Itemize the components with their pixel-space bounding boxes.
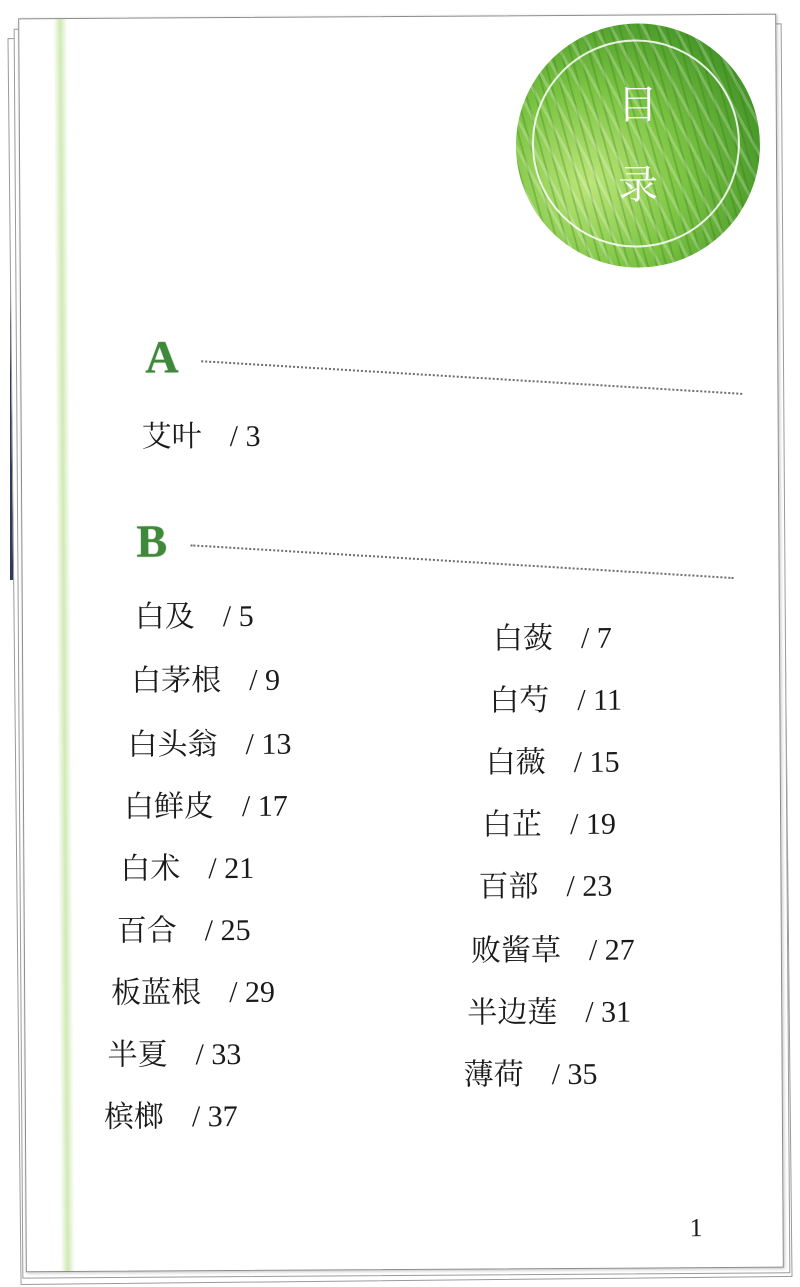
- entry-page: / 27: [588, 933, 635, 967]
- entry-name: 半夏: [107, 1037, 168, 1073]
- toc-entry[interactable]: [482, 807, 617, 843]
- toc-entry[interactable]: [116, 913, 251, 949]
- entry-page: / 29: [229, 975, 276, 1010]
- entry-page: / 31: [585, 995, 632, 1029]
- entry-name: 白蔹: [492, 621, 554, 657]
- entry-name: 白及: [134, 599, 195, 635]
- toc-entry[interactable]: [120, 851, 255, 887]
- toc-entry[interactable]: [470, 933, 635, 969]
- entry-page: / 13: [245, 727, 292, 761]
- toc-title-char: 目: [617, 82, 658, 129]
- entry-name: 白芍: [489, 683, 550, 719]
- entry-page: / 9: [249, 663, 281, 697]
- entry-page: / 17: [241, 789, 288, 823]
- toc-entry[interactable]: [489, 683, 623, 719]
- entry-page: / 37: [191, 1100, 238, 1134]
- emblem-ring: [531, 39, 740, 248]
- page-number: 1: [689, 1213, 703, 1243]
- toc-entry[interactable]: [127, 727, 292, 763]
- entry-name: 薄荷: [463, 1057, 524, 1093]
- entry-name: 白茅根: [131, 663, 222, 699]
- entry-page: / 35: [551, 1057, 598, 1092]
- section-divider-dots: [201, 360, 742, 395]
- toc-entry[interactable]: [123, 789, 288, 825]
- section-divider-dots: [190, 544, 733, 579]
- book-page: [18, 14, 784, 1273]
- toc-entry[interactable]: [134, 599, 254, 635]
- entry-name: 败酱草: [470, 933, 561, 969]
- toc-entry[interactable]: [478, 869, 613, 905]
- toc-entry[interactable]: [492, 621, 612, 657]
- toc-entry[interactable]: [463, 1057, 598, 1093]
- toc-entry[interactable]: [485, 745, 620, 781]
- entry-name: 白头翁: [127, 727, 218, 763]
- section-letter-b: B: [136, 515, 168, 567]
- entry-page: / 21: [208, 851, 255, 886]
- entry-page: / 7: [580, 621, 612, 655]
- entry-name: 槟榔: [103, 1099, 164, 1135]
- toc-entry[interactable]: [103, 1099, 238, 1135]
- entry-name: 半边莲: [467, 995, 558, 1031]
- toc-entry[interactable]: [141, 419, 261, 455]
- page-spine-tint: [53, 19, 75, 1271]
- entry-page: / 25: [204, 913, 251, 948]
- toc-title-emblem: [515, 23, 760, 268]
- entry-name: 艾叶: [141, 419, 202, 455]
- toc-entry[interactable]: [111, 975, 276, 1011]
- entry-name: 百合: [116, 913, 177, 949]
- entry-name: 板蓝根: [111, 975, 202, 1011]
- entry-page: / 15: [573, 745, 620, 779]
- toc-title-char: 录: [618, 162, 659, 209]
- entry-name: 白术: [120, 851, 181, 887]
- entry-name: 白薇: [485, 745, 546, 781]
- toc-entry[interactable]: [107, 1037, 242, 1073]
- entry-page: / 3: [229, 419, 261, 454]
- entry-name: 白芷: [482, 807, 543, 843]
- entry-page: / 23: [566, 869, 613, 903]
- entry-page: / 11: [577, 683, 623, 717]
- entry-page: / 33: [195, 1037, 242, 1072]
- entry-page: / 19: [570, 807, 617, 841]
- toc-entry[interactable]: [131, 663, 281, 699]
- toc-entry[interactable]: [467, 995, 632, 1031]
- entry-name: 百部: [478, 869, 539, 905]
- entry-page: / 5: [222, 599, 254, 634]
- entry-name: 白鲜皮: [123, 789, 215, 825]
- section-letter-a: A: [145, 331, 179, 383]
